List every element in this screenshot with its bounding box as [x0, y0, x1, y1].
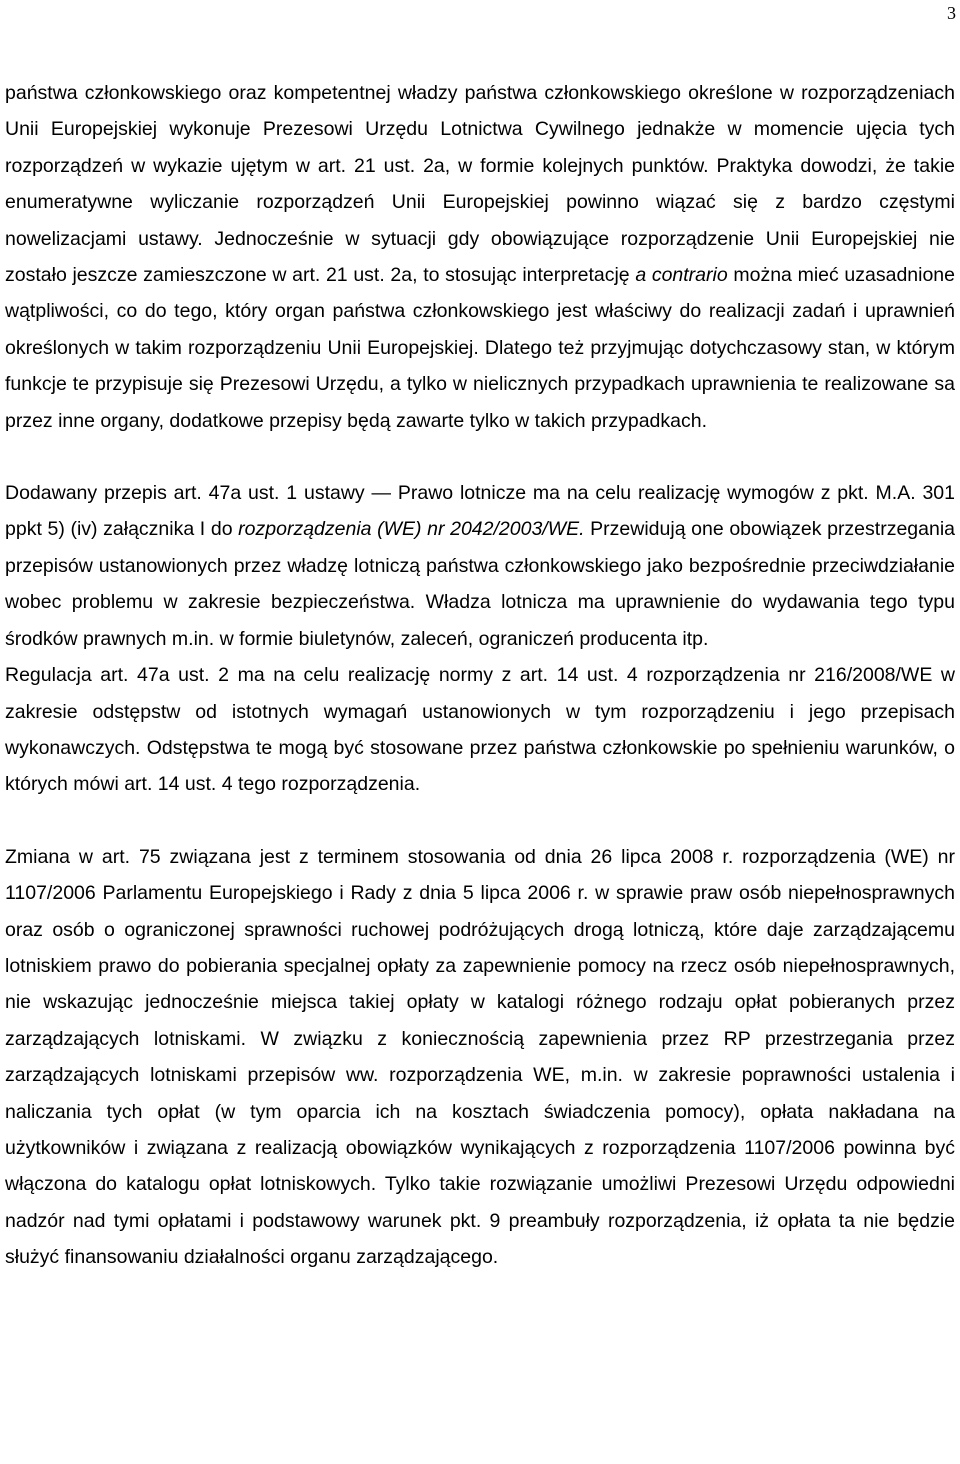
- page-number: 3: [947, 3, 956, 23]
- text-run: można mieć uzasadnione wątpliwości, co do tego, który organ państwa członkowskiego jest właściwy do realizacji zadań i uprawnień określonych w takim rozporządzeniu Unii Europejskiej. Dlatego też przyjmując dotychczasowy stan, w którym funkcje te przypisuje się Prezesowi Urzędu, a tylko w nielicznych przypadkach uprawnienia te realizowane sa przez inne organy, dodatkowe przepisy będą zawarte tylko w takich przypadkach.: [5, 264, 956, 432]
- text-run: Zmiana w art. 75 związana jest z terminem stosowania od dnia 26 lipca 2008 r. rozporządzenia (WE) nr 1107/2006 Parlamentu Europejskiego i Rady z dnia 5 lipca 2006 r. w sprawie praw osób niepełnosprawnych oraz osób o ograniczonej sprawności ruchowej podróżujących drogą lotniczą, które daje zarządzającemu lotniskiem prawo do pobierania specjalnej opłaty za zapewnienie pomocy na rzecz osób niepełnosprawnych, nie wskazując jednocześnie miejsca takiej opłaty w katalogi różnego rodzaju opłat pobieranych przez zarządzających lotniskami. W związku z koniecznością zapewnienia przez RP przestrzegania przez zarządzających lotniskami przepisów ww. rozporządzenia WE, m.in. w zakresie poprawności ustalenia i naliczania tych opłat (w tym oparcia ich na kosztach świadczenia pomocy), opłata nakładana na użytkowników i związana z realizacją obowiązków wynikających z rozporządzenia 1107/2006 powinna być włączona do katalogu opłat lotniskowych. Tylko takie rozwiązanie umożliwi Prezesowi Urzędu odpowiedni nadzór nad tymi opłatami i podstawowy warunek pkt. 9 preambuły rozporządzenia, iż opłata ta nie będzie służyć finansowaniu działalności organu zarządzającego.: [5, 845, 955, 1269]
- text-run-italic: a contrario: [635, 264, 728, 287]
- paragraph-art-47a-ust-2: [5, 657, 955, 803]
- paragraph-art-47a-ust-1: [5, 475, 955, 657]
- text-run-italic: rozporządzenia (WE) nr 2042/2003/WE.: [238, 518, 585, 541]
- text-run: Regulacja art. 47a ust. 2 ma na celu realizację normy z art. 14 ust. 4 rozporządzenia nr 216/2008/WE w zakresie odstępstw od istotnych wymagań ustanowionych w tym rozporządzeniu i jego przepisach wykonawczych. Odstępstwa te mogą być stosowane przez państwa członkowskie po spełnieniu warunków, o których mówi art. 14 ust. 4 tego rozporządzenia.: [5, 664, 955, 796]
- paragraph-art-75: [5, 839, 955, 1276]
- document-body: [5, 75, 955, 1276]
- text-run: państwa członkowskiego oraz kompetentnej władzy państwa członkowskiego określone w rozporządzeniach Unii Europejskiej wykonuje Prezesowi Urzędu Lotnictwa Cywilnego jednakże w momencie ujęcia tych rozporządzeń w wykazie ujętym w art. 21 ust. 2a, w formie kolejnych punktów. Praktyka dowodzi, że takie enumeratywne wyliczanie rozporządzeń Unii Europejskiej powinno wiązać się z bardzo częstymi nowelizacjami ustawy. Jednocześnie w sytuacji gdy obowiązujące rozporządzenie Unii Europejskiej nie zostało jeszcze zamieszczone w art. 21 ust. 2a, to stosując interpretację: [5, 82, 955, 287]
- text-run: Dodawany przepis art. 47a ust. 1 ustawy — Prawo lotnicze ma na celu realizację wymogów z pkt. M.A. 301 ppkt 5) (iv) załącznika I do: [5, 482, 955, 541]
- paragraph-eu-regulations: [5, 75, 955, 439]
- text-run: Przewidują one obowiązek przestrzegania przepisów ustanowionych przez władzę lotniczą państwa członkowskiego jako bezpośrednie przeciwdziałanie wobec problemu w zakresie bezpieczeństwa. Władza lotnicza ma uprawnienie do wydawania tego typu środków prawnych m.in. w formie biuletynów, zaleceń, ograniczeń producenta itp.: [5, 518, 955, 650]
